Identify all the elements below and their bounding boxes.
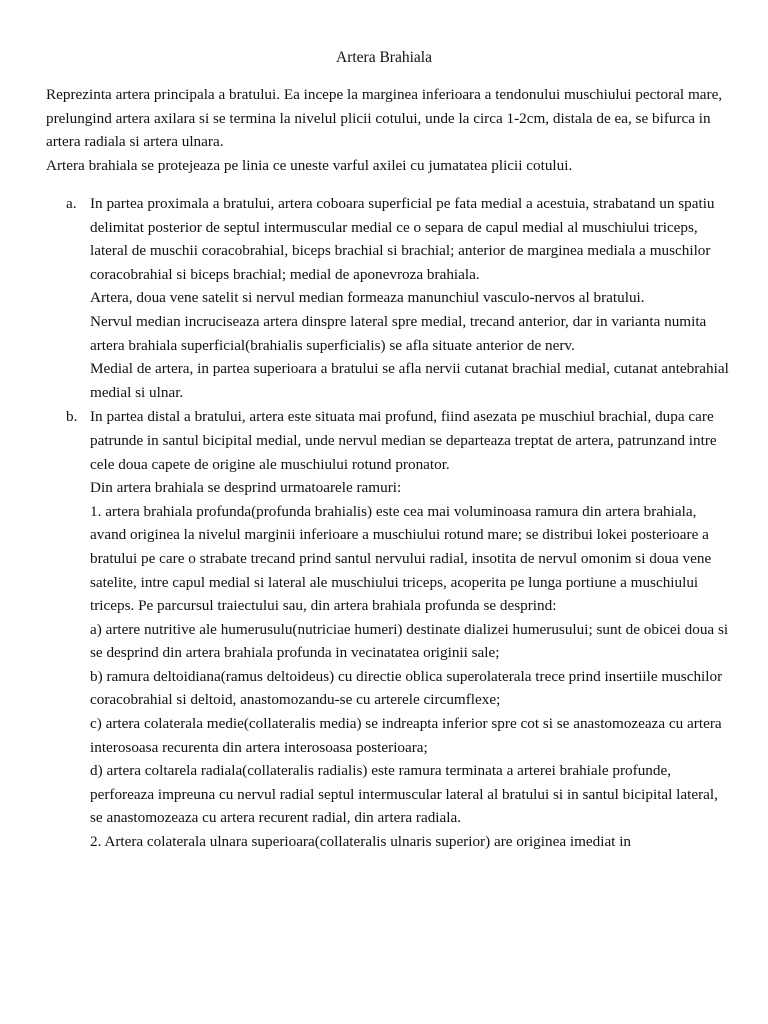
ordered-list — [46, 192, 732, 854]
list-paragraph: Nervul median incruciseaza artera dinspre lateral spre medial, trecand anterior, dar in varianta numita artera brahiala superficial(brahialis superficialis) se afla situate anterior de nerv. — [90, 312, 707, 354]
list-paragraph: 2. Artera colaterala ulnara superioara(collateralis ulnaris superior) are originea imediat in — [90, 833, 632, 851]
page-title: Artera Brahiala — [336, 49, 432, 66]
intro-paragraph: Reprezinta artera principala a bratului. Ea incepe la marginea inferioara a tendonului muschiului pectoral mare, prelungind artera axilara si se termina la nivelul plicii cotului, unde la circa 1-2cm, distala de ea, se bifurca in artera radiala si artera ulnara. — [46, 86, 723, 151]
list-paragraph: b) ramura deltoidiana(ramus deltoideus) cu directie oblica superolaterala trece prind insertiile muschilor coracobrahial si deltoid, anastomozandu-se cu arterele circumflexe; — [90, 667, 723, 709]
list-item-a — [46, 192, 732, 404]
list-paragraph: Artera, doua vene satelit si nervul median formeaza manunchiul vasculo-nervos al bratului. — [90, 289, 645, 307]
list-paragraph: Medial de artera, in partea superioara a bratului se afla nervii cutanat brachial medial, cutanat antebrahial medial si ulnar. — [90, 360, 729, 401]
list-paragraph: 1. artera brahiala profunda(profunda brahialis) este cea mai voluminoasa ramura din artera brahiala, avand originea la nivelul marginii inferioare a muschiului rotund mare; se distribui lokei posterioare a bratului pe care o strabate trecand prind santul nervului radial, insotita de nervul omonim si doua vene satelite, intre capul medial si lateral ale muschiului triceps, acoperita pe lunga portiune a muschiului triceps. Pe parcursul traiectului sau, din artera brahiala profunda se desprind: — [90, 502, 712, 615]
intro-paragraph: Artera brahiala se protejeaza pe linia ce uneste varful axilei cu jumatatea plicii cotului. — [46, 156, 573, 174]
list-item-b — [46, 405, 732, 853]
list-paragraph: c) artera colaterala medie(collateralis media) se indreapta inferior spre cot si se anastomozeaza cu artera interosoasa recurenta din artera interosoasa posterioara; — [90, 715, 722, 756]
list-marker: a. — [66, 195, 77, 212]
list-paragraph: Din artera brahiala se desprind urmatoarele ramuri: — [90, 479, 402, 497]
list-marker: b. — [66, 408, 78, 426]
intro-section — [46, 83, 732, 177]
list-paragraph: In partea proximala a bratului, artera coboara superficial pe fata medial a acestuia, strabatand un spatiu delimitat posterior de septul intermuscular medial ce o separa de capul medial al muschiului triceps, lateral de muschii coracobrahial, biceps brachial si brachial; anterior de marginea mediala a muschilor coracobrahial si biceps brachial; medial de aponevroza brahiala. — [90, 195, 715, 283]
list-paragraph: d) artera coltarela radiala(collateralis radialis) este ramura terminata a arterei brahiale profunde, perforeaza impreuna cu nervul radial septul intermuscular lateral al bratului si in santul bicipital lateral, se anastomozeaza cu artera recurent radial, din artera radiala. — [90, 762, 718, 827]
list-paragraph: In partea distal a bratului, artera este situata mai profund, fiind asezata pe muschiul brachial, dupa care patrunde in santul bicipital medial, unde nervul median se departeaza treptat de artera, patrunzand intre cele doua capete de origine ale muschiului rotund pronator. — [90, 408, 717, 473]
list-paragraph: a) artere nutritive ale humerusulu(nutriciae humeri) destinate dializei humerusului; sunt de obicei doua si se desprind din artera brahiala profunda in vecinatatea originii sale; — [90, 620, 729, 662]
